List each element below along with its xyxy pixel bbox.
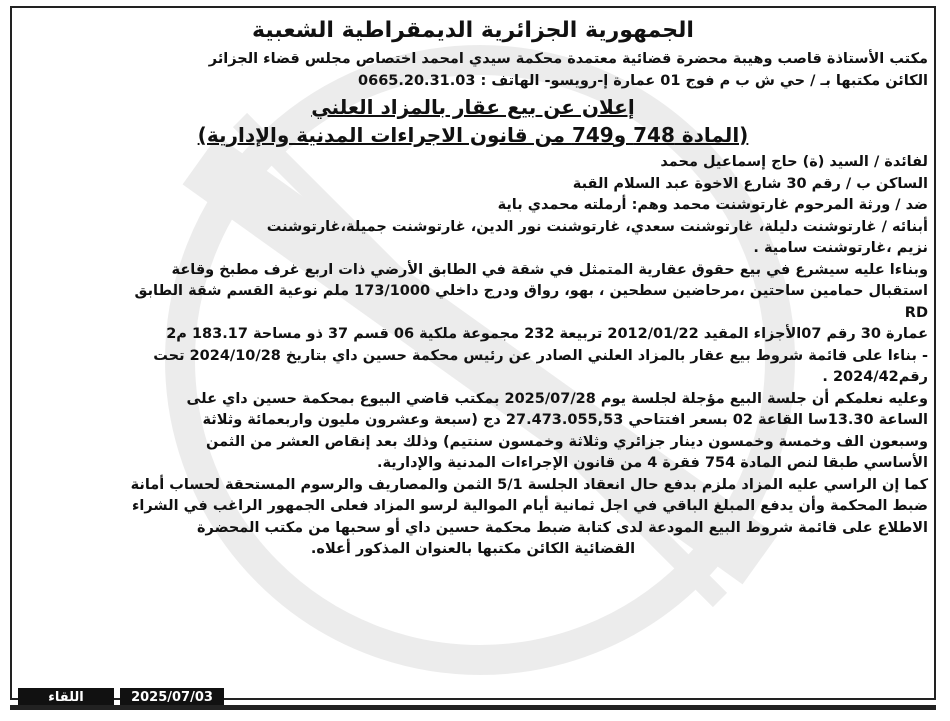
session-line-4: الأساسي طبقا لنص المادة 754 فقرة 4 من قانون الإجراءات المدنية والإدارية. bbox=[377, 455, 928, 471]
beneficiary-line: لفائدة / السيد (ة) حاج إسماعيل محمد bbox=[660, 154, 928, 170]
property-registry-line: عمارة 30 رقم 07الأجزاء المقيد 2012/01/22 تربيعة 232 مجموعة ملكية 06 قسم 37 ذو مساحة 183.17 م2 bbox=[166, 326, 928, 342]
residence-line: الساكن ب / رقم 30 شارع الاخوة عبد السلام القبة bbox=[572, 175, 928, 192]
office-line: مكتب الأستاذة قاصب وهيبة محضرة قضائية معتمدة محكمة سيدي امحمد اختصاص مجلس قضاء الجزائر bbox=[208, 51, 928, 67]
property-line-1: وبناءا عليه سيشرع في بيع حقوق عقارية المتمثل في شقة في الطابق الأرضي ذات اربع غرف مطبخ وقاعة bbox=[171, 261, 928, 278]
announcement-subtitle: (المادة 748 و749 من قانون الاجراءات المدنية والإدارية) bbox=[197, 123, 749, 147]
children-line-1: أبنائه / غارتوشنت دليلة، غارتوشنت سعدي، غارتوشنت نور الدين، غارتوشنت جميلة،غارتوشنت bbox=[266, 218, 928, 235]
publication-date-badge: 2025/07/03 bbox=[120, 688, 224, 706]
session-line-3: وسبعون الف وخمسة وخمسون دينار جزائري وثلاثة وخمسون سنتيم) وذلك بعد إنقاص العشر من الثمن bbox=[206, 433, 928, 450]
conditions-line-1: - بناءا على قائمة شروط بيع عقار بالمزاد العلني الصادر عن رئيس محكمة حسين داي بتاريخ 2024/10/28 تحت bbox=[153, 347, 928, 364]
announcement-title: إعلان عن بيع عقار بالمزاد العلني bbox=[311, 95, 635, 119]
session-line-2: الساعة 13.30سا القاعة 02 بسعر افتتاحي 27.473.055,53 دج (سبعة وعشرون مليون واربعمائة وثلاثة bbox=[202, 412, 928, 428]
country-title: الجمهورية الجزائرية الديمقراطية الشعبية bbox=[252, 18, 694, 43]
property-line-3: RD bbox=[904, 304, 928, 321]
payment-line-3: الاطلاع على قائمة شروط البيع المودعة لدى كتابة ضبط محكمة حسين داي أو سحبها من مكتب المحضرة bbox=[196, 519, 928, 536]
announcement-document bbox=[18, 12, 928, 561]
footer-rule bbox=[10, 705, 936, 710]
payment-line-4: القضائية الكائن مكتبها بالعنوان المذكور أعلاه. bbox=[310, 541, 636, 557]
address-line: الكائن مكتبها بـ / حي ش ب م فوج 01 عمارة إ-رويسو- الهاتف : 0665.20.31.03 bbox=[358, 72, 928, 89]
property-line-2: استقبال حمامين ساحتين ،مرحاضين سطحين ، بهو، رواق ودرج داخلي 173/1000 ملم نوعية القسم شقة الطابق bbox=[134, 283, 928, 299]
newspaper-name-badge: اللقاء bbox=[18, 688, 114, 706]
against-line: ضد / ورثة المرحوم غارتوشنت محمد وهم: أرملته محمدي باية bbox=[497, 197, 928, 213]
children-line-2: نزيم ،غارتوشنت سامية . bbox=[753, 240, 928, 256]
payment-line-1: كما إن الراسي عليه المزاد ملزم بدفع حال انعقاد الجلسة 5/1 الثمن والمصاريف والرسوم المستحقة لحساب أمانة bbox=[130, 476, 928, 493]
conditions-line-2: رقم2024/42 . bbox=[822, 369, 928, 385]
session-line-1: وعليه نعلمكم أن جلسة البيع مؤجلة لجلسة يوم 2025/07/28 بمكتب قاضي البيوع بمحكمة حسين داي على bbox=[186, 390, 928, 407]
payment-line-2: ضبط المحكمة وأن يدفع المبلغ الباقي في اجل ثمانية أيام الموالية لرسو المزاد فعلى الجمهور الراغب في الشراء bbox=[132, 498, 928, 514]
